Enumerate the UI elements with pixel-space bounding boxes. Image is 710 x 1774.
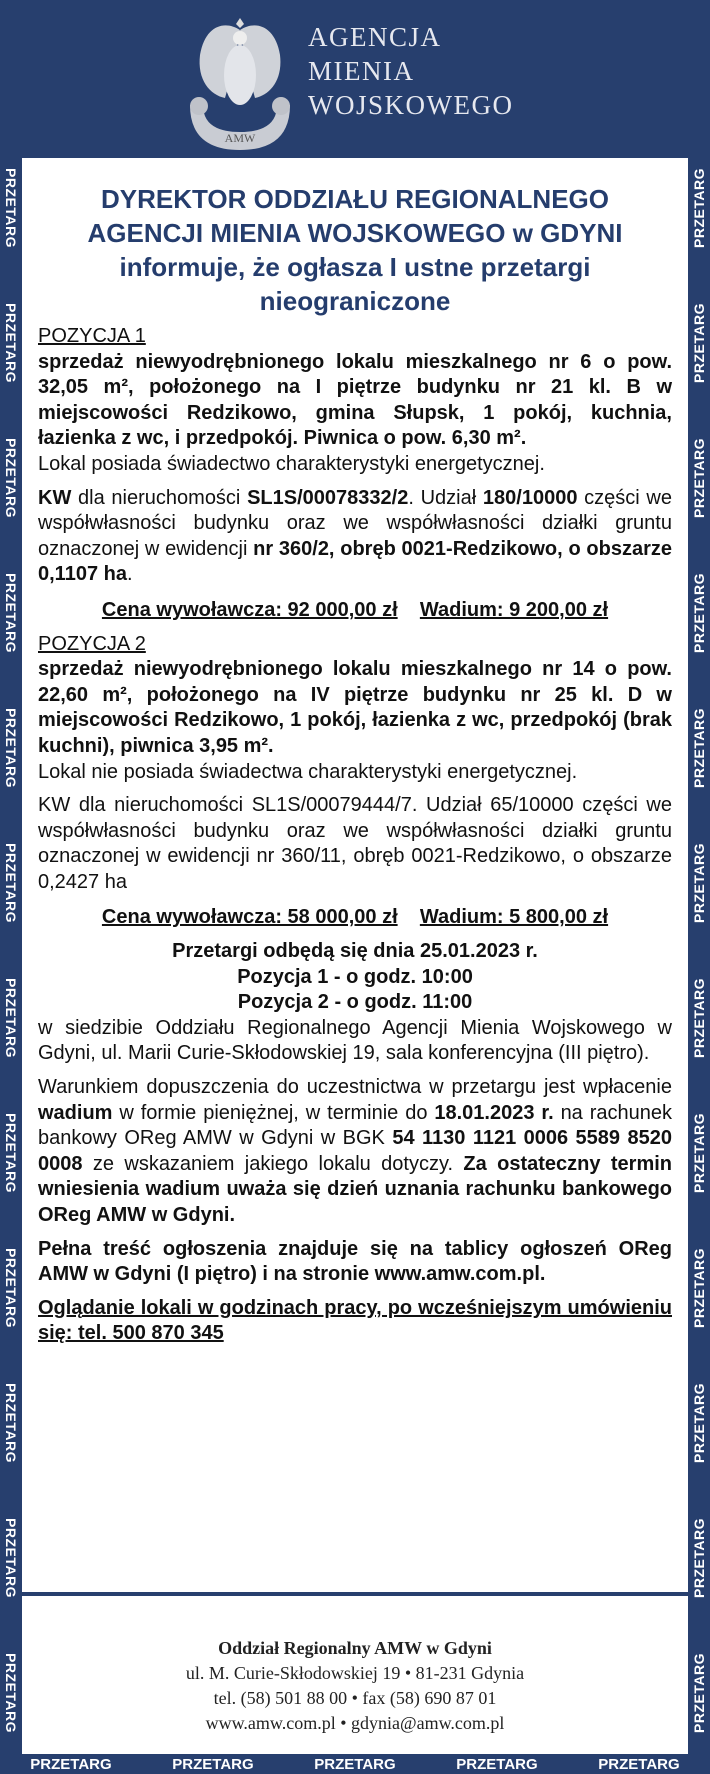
text: . Udział [408, 486, 483, 509]
starting-price: Cena wywoławcza: 58 000,00 zł [101, 906, 398, 929]
text: ze wskazaniem jakiego lokalu dotyczy. [82, 1152, 464, 1175]
brand-line: MIENIA [308, 56, 415, 86]
notice-title [38, 182, 672, 318]
share: 180/10000 [482, 486, 578, 509]
text: części we współwłasności budynku oraz we współwłasności działki gruntu oznaczonej w ewidencji [38, 486, 673, 560]
border-word: PRZETARG [598, 1755, 680, 1773]
brand-line: WOJSKOWEGO [308, 90, 514, 120]
border-word: PRZETARG [691, 303, 707, 383]
border-word: PRZETARG [456, 1755, 538, 1773]
title-line: AGENCJI MIENIA WOJSKOWEGO w GDYNI [87, 218, 623, 248]
border-word: PRZETARG [3, 1518, 19, 1598]
brand-line: AGENCJA [308, 22, 442, 52]
brand-name [308, 20, 513, 122]
auction-date: Przetargi odbędą się dnia 25.01.2023 r. [172, 940, 538, 963]
text-bold: Za ostateczny termin wniesienia wadium uważa się dzień uznania rachunku bankowego OReg AMW w Gdyni. [38, 1152, 672, 1226]
text: Warunkiem dopuszczenia do uczestnictwa w przetargu jest wpłacenie [38, 1076, 672, 1099]
border-word: PRZETARG [691, 438, 707, 518]
border-word: PRZETARG [691, 708, 707, 788]
border-word: PRZETARG [314, 1755, 396, 1773]
border-word: PRZETARG [3, 978, 19, 1058]
position-2-time: Pozycja 2 - o godz. 11:00 [237, 991, 473, 1014]
text: w formie pieniężnej, w terminie do [112, 1101, 435, 1124]
position-label: POZYCJA 2 [38, 632, 146, 655]
border-word: PRZETARG [3, 843, 19, 923]
deposit-conditions [38, 1075, 672, 1229]
text: . [126, 563, 133, 586]
border-word: PRZETARG [691, 168, 707, 248]
border-word: PRZETARG [3, 1113, 19, 1193]
position-2 [38, 632, 672, 932]
energy-note: Lokal posiada świadectwo charakterystyki energetycznej. [38, 452, 545, 475]
energy-note: Lokal nie posiada świadectwa charakterystyki energetycznej. [38, 760, 578, 783]
price-line [38, 905, 672, 931]
position-1-time: Pozycja 1 - o godz. 10:00 [237, 965, 473, 988]
land-register-info: KW dla nieruchomości SL1S/00079444/7. Udział 65/10000 części we współwłasności budynku oraz we współwłasności działki gruntu oznaczonej w ewidencji nr 360/11, obręb 0021-Redzikowo, o obszarze 0,2427 ha [38, 794, 672, 893]
starting-price: Cena wywoławcza: 92 000,00 zł [101, 598, 398, 621]
deposit: Wadium: 9 200,00 zł [419, 598, 609, 621]
border-word: PRZETARG [691, 978, 707, 1058]
deposit: Wadium: 5 800,00 zł [419, 906, 609, 929]
auction-location: w siedzibie Oddziału Regionalnego Agencji Mienia Wojskowego w Gdyni, ul. Marii Curie-Skłodowskiej 19, sala konferencyjna (III piętro). [38, 1016, 672, 1065]
position-1 [38, 324, 672, 624]
viewing-info: Oglądanie lokali w godzinach pracy, po wcześniejszym umówieniu się: tel. 500 870 345 [38, 1296, 672, 1345]
border-word: PRZETARG [3, 1653, 19, 1733]
office-web-email[interactable]: www.amw.com.pl • gdynia@amw.com.pl [205, 1713, 505, 1733]
border-word: PRZETARG [691, 1653, 707, 1733]
price-line [38, 598, 672, 624]
schedule [38, 939, 672, 1067]
right-border-strip [688, 158, 710, 1758]
border-word: PRZETARG [3, 438, 19, 518]
deposit-deadline: 18.01.2023 r. [434, 1101, 554, 1124]
full-notice-info: Pełna treść ogłoszenia znajduje się na tablicy ogłoszeń OReg AMW w Gdyni (I piętro) i na stronie www.amw.com.pl. [38, 1237, 672, 1286]
border-word: PRZETARG [3, 708, 19, 788]
border-word: PRZETARG [691, 1518, 707, 1598]
eagle-logo-icon [185, 10, 295, 153]
border-word: PRZETARG [691, 1113, 707, 1193]
title-line: DYREKTOR ODDZIAŁU REGIONALNEGO [101, 184, 609, 214]
border-word: PRZETARG [172, 1755, 254, 1773]
border-word: PRZETARG [3, 573, 19, 653]
svg-text:AMW: AMW [224, 131, 256, 145]
text: dla nieruchomości [71, 486, 248, 509]
office-address: ul. M. Curie-Skłodowskiej 19 • 81-231 Gdynia [185, 1663, 525, 1683]
border-word: PRZETARG [3, 1248, 19, 1328]
parcel-info: nr 360/2, obręb 0021-Redzikowo, o obszarze 0,1107 ha [38, 537, 672, 586]
left-border-strip [0, 158, 22, 1758]
position-description: sprzedaż niewyodrębnionego lokalu mieszkalnego nr 14 o pow. 22,60 m², położonego na IV piętrze budynku nr 25 kl. D w miejscowości Redzikowo, 1 pokój, łazienka z wc, przedpokój (brak kuchni), piwnica 3,95 m². [38, 658, 672, 757]
text-bold: wadium [38, 1101, 113, 1124]
bottom-border-strip [0, 1754, 710, 1774]
position-label: POZYCJA 1 [38, 325, 146, 347]
text: na rachunek bankowy OReg AMW w Gdyni w BGK [38, 1101, 673, 1150]
title-line: informuje, że ogłasza I ustne przetargi [119, 252, 591, 282]
position-description: sprzedaż niewyodrębnionego lokalu mieszkalnego nr 6 o pow. 32,05 m², położonego na I piętrze budynku nr 21 kl. B w miejscowości Redzikowo, gmina Słupsk, 1 pokój, kuchnia, łazienka z wc, i przedpokój. Piwnica o pow. 6,30 m². [38, 350, 672, 450]
notice-panel [22, 158, 688, 1592]
land-register-info [38, 486, 672, 588]
border-word: PRZETARG [691, 1383, 707, 1463]
border-word: PRZETARG [3, 168, 19, 248]
border-word: PRZETARG [691, 573, 707, 653]
office-phones: tel. (58) 501 88 00 • fax (58) 690 87 01 [213, 1688, 497, 1708]
kw-label: KW [38, 486, 72, 509]
border-word: PRZETARG [691, 1248, 707, 1328]
kw-number: SL1S/00078332/2 [247, 486, 409, 509]
title-line: nieograniczone [259, 286, 451, 316]
contact-footer [22, 1596, 688, 1754]
border-word: PRZETARG [3, 1383, 19, 1463]
header [0, 0, 710, 158]
border-word: PRZETARG [30, 1755, 112, 1773]
border-word: PRZETARG [3, 303, 19, 383]
office-name: Oddział Regionalny AMW w Gdyni [218, 1638, 492, 1658]
border-word: PRZETARG [691, 843, 707, 923]
bank-account: 54 1130 1121 0006 5589 8520 0008 [38, 1127, 672, 1175]
